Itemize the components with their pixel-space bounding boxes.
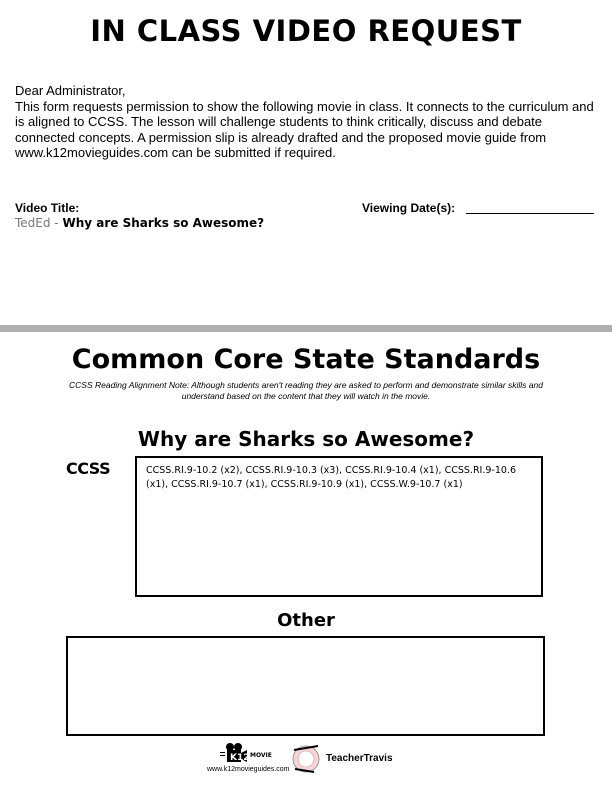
teacher-name: TeacherTravis xyxy=(326,753,393,764)
video-title-text: Why are Sharks so Awesome? xyxy=(62,216,265,230)
video-heading: Why are Sharks so Awesome? xyxy=(137,427,475,451)
ccss-label: CCSS xyxy=(66,459,111,478)
teacher-travis-logo xyxy=(288,740,328,780)
other-heading: Other xyxy=(277,610,335,631)
section-divider xyxy=(0,325,612,332)
viewing-date-label: Viewing Date(s): xyxy=(362,201,456,215)
standards-list: CCSS.RI.9-10.2 (x2), CCSS.RI.9-10.3 (x3), CCSS.RI.9-10.4 (x1), CCSS.RI.9-10.6 (x1), CCSS.RI.9-10.7 (x1), CCSS.RI.9-10.9 (x1), CCSS.W.9-10.7 (x1) xyxy=(146,465,516,490)
standards-box xyxy=(135,456,543,597)
viewing-date-field[interactable] xyxy=(466,213,594,214)
k12-movie-mark: MOVIE xyxy=(250,752,272,759)
k12-logo xyxy=(207,740,290,780)
teacher-badge-icon xyxy=(288,740,328,780)
letter-text xyxy=(15,83,600,161)
video-title-label: Video Title: xyxy=(15,201,80,215)
k12-url: www.k12movieguides.com xyxy=(207,766,290,773)
page-title: IN CLASS VIDEO REQUEST xyxy=(90,14,522,48)
alignment-note: CCSS Reading Alignment Note: Although students aren't reading they are asked to perform and demonstrate similar skills and understand based on the content that they will watch in the movie. xyxy=(69,380,543,401)
film-camera-icon xyxy=(207,740,287,768)
standards-heading: Common Core State Standards xyxy=(71,344,541,375)
video-title-value xyxy=(15,216,264,230)
other-box[interactable] xyxy=(66,636,545,736)
letter-body: This form requests permission to show the following movie in class. It connects to the curriculum and is aligned to CCSS. The lesson will challenge students to think critically, discuss and debate connected concepts. A permission slip is already drafted and the proposed movie guide from www.k12movieguides.com can be submitted if required. xyxy=(15,98,594,160)
salutation: Dear Administrator, xyxy=(15,83,126,98)
video-source-prefix: TedEd - xyxy=(15,216,63,230)
k12-mark: K12 xyxy=(230,753,250,763)
